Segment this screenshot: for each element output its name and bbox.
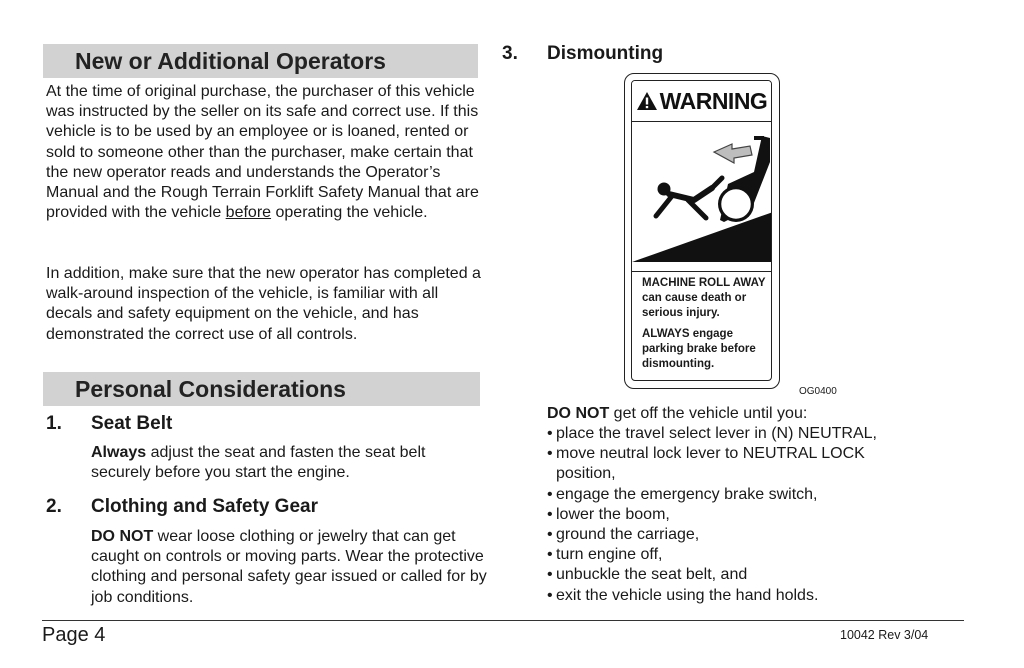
dismounting-intro: DO NOT get off the vehicle until you:	[547, 405, 808, 422]
warning-message-1: MACHINE ROLL AWAY can cause death or serious injury.	[632, 271, 772, 321]
list-item: • turn engine off,	[547, 545, 897, 565]
warning-decal-inner	[631, 80, 772, 381]
list-item: • engage the emergency brake switch,	[547, 485, 897, 505]
item-title-clothing: Clothing and Safety Gear	[91, 496, 318, 517]
section-banner-personal-considerations	[43, 372, 480, 406]
list-item: • unbuckle the seat belt, and	[547, 565, 897, 585]
seat-belt-paragraph: Always adjust the seat and fasten the seat belt securely before you start the engine.	[91, 444, 426, 482]
new-operators-paragraph-1: At the time of original purchase, the purchaser of this vehicle was instructed by the seller on its safe and correct use. If this vehicle is to be used by an employee or is loaned, rented or sold to someone other than the purchaser, make certain that the new operator reads and understands the Operator’s Manual and the Rough Terrain Forklift Safety Manual that are provided with the vehicle before operating the vehicle.	[46, 83, 479, 222]
footer-rule	[42, 620, 964, 621]
clothing-paragraph: DO NOT wear loose clothing or jewelry that can get caught on controls or moving parts. Wear the protective clothing and personal safety gear issued or called for by job conditions.	[91, 528, 487, 606]
warning-word: WARNING	[659, 87, 768, 114]
item-title-dismounting: Dismounting	[547, 43, 664, 64]
warning-decal	[624, 73, 780, 389]
item-number: 2.	[46, 496, 62, 517]
underlined-word: before	[225, 204, 272, 222]
section-title: Personal Considerations	[75, 376, 346, 402]
item-title-seat-belt: Seat Belt	[91, 413, 173, 434]
dismounting-steps-list	[547, 424, 897, 606]
decal-code: OG0400	[799, 386, 837, 397]
item-number: 1.	[46, 413, 62, 434]
list-item: • exit the vehicle using the hand holds.	[547, 586, 897, 606]
page-number: Page 4	[42, 624, 106, 646]
warning-triangle-icon	[636, 91, 658, 111]
section-title: New or Additional Operators	[75, 48, 386, 74]
list-item: • lower the boom,	[547, 505, 897, 525]
list-item: • move neutral lock lever to NEUTRAL LOCK position,	[547, 444, 897, 484]
warning-header	[632, 81, 771, 122]
list-item: • place the travel select lever in (N) NEUTRAL,	[547, 424, 897, 444]
document-revision: 10042 Rev 3/04	[840, 628, 929, 642]
roll-away-pictogram-icon	[632, 122, 772, 262]
new-operators-paragraph-2: In addition, make sure that the new operator has completed a walk-around inspection of the vehicle, is familiar with all decals and safety equipment on the vehicle, and has demonstrated the correct use of all controls.	[46, 265, 481, 343]
warning-message-2: ALWAYS engage parking brake before dismounting.	[642, 328, 756, 370]
item-number: 3.	[502, 43, 518, 64]
section-banner-new-operators	[43, 44, 478, 78]
list-item: • ground the carriage,	[547, 525, 897, 545]
